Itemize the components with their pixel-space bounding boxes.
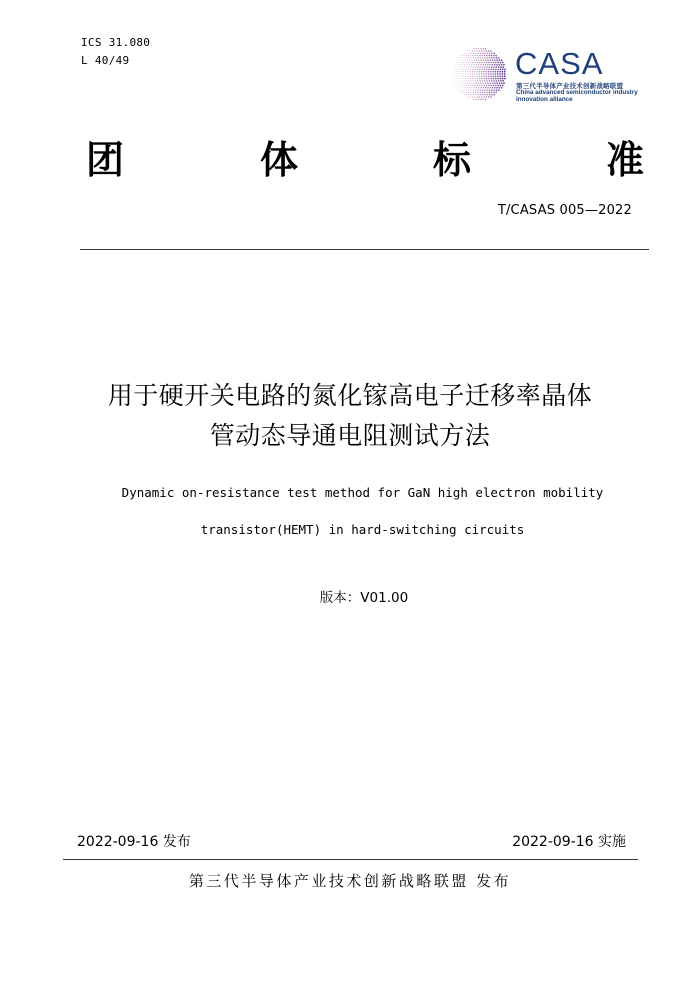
dotted-sphere-icon xyxy=(448,44,512,108)
logo-chinese-name: 第三代半导体产业技术创新战略联盟 xyxy=(516,82,624,90)
casa-logo xyxy=(448,44,648,108)
doc-type-char-4: 准 xyxy=(606,137,645,182)
doc-type-char-2: 体 xyxy=(260,137,299,182)
implementation-date: 2022-09-16 实施 xyxy=(512,834,626,850)
logo-english-line-1: China advanced semiconductor industry xyxy=(516,89,638,96)
publish-date: 2022-09-16 发布 xyxy=(77,834,191,850)
footer-divider xyxy=(63,859,638,860)
version-label: 版本：V01.00 xyxy=(319,590,409,606)
ics-code: ICS 31.080 xyxy=(81,36,151,49)
english-title-line-1: Dynamic on-resistance test method for GaN high electron mobility xyxy=(121,485,604,500)
standard-number: T/CASAS 005—2022 xyxy=(497,203,632,218)
chinese-title-line-2: 管动态导通电阻测试方法 xyxy=(209,421,491,450)
header-divider xyxy=(80,249,649,250)
publisher-line: 第三代半导体产业技术创新战略联盟 发布 xyxy=(188,872,512,890)
doc-type-char-1: 团 xyxy=(86,137,125,182)
doc-type-char-3: 标 xyxy=(433,137,472,182)
logo-wordmark: CASA xyxy=(515,46,604,81)
classification-code: L 40/49 xyxy=(81,54,130,67)
logo-english-line-2: innovation alliance xyxy=(516,96,573,103)
english-title-line-2: transistor(HEMT) in hard-switching circuits xyxy=(200,522,525,537)
chinese-title-line-1: 用于硬开关电路的氮化镓高电子迁移率晶体 xyxy=(107,381,593,410)
